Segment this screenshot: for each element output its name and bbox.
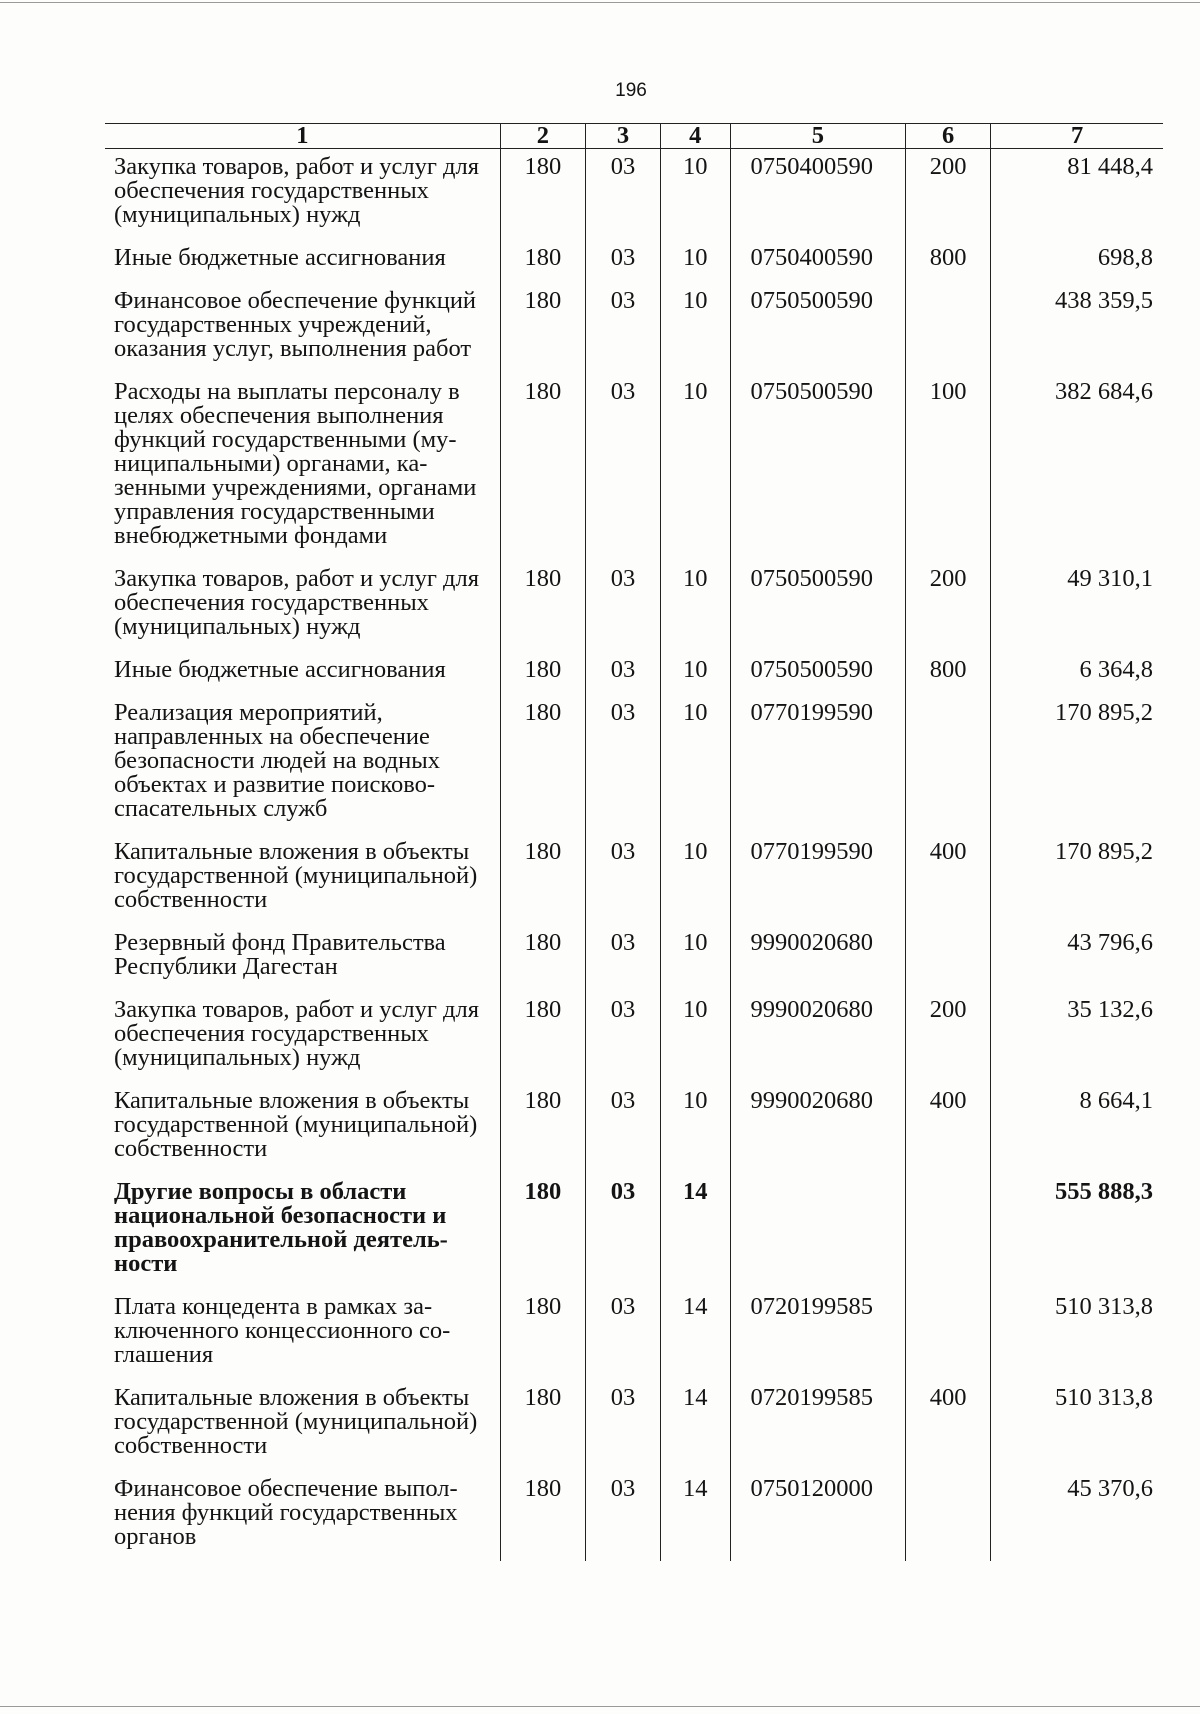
header-col-4: 4 — [660, 124, 730, 149]
cell-amount: 170 895,2 — [991, 695, 1163, 834]
cell-expense-type: 800 — [906, 240, 991, 283]
cell-target-article: 0720199585 — [730, 1289, 906, 1380]
cell-section-code: 03 — [585, 652, 660, 695]
cell-subsection-code: 10 — [660, 925, 730, 992]
cell-ministry-code: 180 — [500, 1174, 585, 1289]
table-row — [105, 992, 1163, 1083]
table-body — [105, 149, 1163, 1562]
header-col-7: 7 — [991, 124, 1163, 149]
cell-expense-type — [906, 695, 991, 834]
cell-item-name: Капитальные вложения в объекты государственной (муниципальной) собственности — [114, 1384, 478, 1459]
cell-section-code: 03 — [585, 925, 660, 992]
cell-expense-type: 200 — [906, 561, 991, 652]
cell-ministry-code: 180 — [500, 1471, 585, 1561]
cell-amount: 698,8 — [991, 240, 1163, 283]
cell-target-article: 0750120000 — [730, 1471, 906, 1561]
header-row — [105, 124, 1163, 149]
table-row — [105, 834, 1163, 925]
cell-ministry-code: 180 — [500, 283, 585, 374]
header-col-2: 2 — [500, 124, 585, 149]
table-row — [105, 561, 1163, 652]
cell-target-article — [730, 1174, 906, 1289]
cell-item-name: Другие вопросы в области национальной безопасности и правоохранительной деятельности — [114, 1178, 448, 1277]
table-row — [105, 925, 1163, 992]
cell-amount: 438 359,5 — [991, 283, 1163, 374]
cell-section-code: 03 — [585, 1471, 660, 1561]
cell-section-code: 03 — [585, 561, 660, 652]
table-row — [105, 374, 1163, 561]
cell-target-article: 0750500590 — [730, 374, 906, 561]
cell-item-name: Иные бюджетные ассигнования — [114, 656, 446, 683]
cell-subsection-code: 10 — [660, 561, 730, 652]
cell-subsection-code: 10 — [660, 992, 730, 1083]
cell-target-article: 0770199590 — [730, 695, 906, 834]
cell-section-code: 03 — [585, 240, 660, 283]
cell-target-article: 0770199590 — [730, 834, 906, 925]
scan-bottom-edge — [0, 1706, 1200, 1707]
cell-subsection-code: 10 — [660, 283, 730, 374]
cell-subsection-code: 10 — [660, 240, 730, 283]
cell-ministry-code: 180 — [500, 1083, 585, 1174]
cell-section-code: 03 — [585, 1380, 660, 1471]
cell-item-name: Капитальные вложения в объекты государственной (муниципальной) собственности — [114, 838, 478, 913]
cell-ministry-code: 180 — [500, 149, 585, 241]
cell-item-name: Финансовое обеспечение выполнения функций государственных органов — [114, 1475, 458, 1550]
table-row — [105, 283, 1163, 374]
cell-subsection-code: 14 — [660, 1174, 730, 1289]
cell-item-name: Расходы на выплаты персоналу в целях обеспечения выполнения функций государственными (муниципальными) органами, казенными учреждениями, органами управления государственными внебюджетными фондами — [114, 378, 477, 549]
cell-item-name: Иные бюджетные ассигнования — [114, 244, 446, 271]
cell-subsection-code: 10 — [660, 652, 730, 695]
cell-expense-type: 200 — [906, 149, 991, 241]
cell-target-article: 0720199585 — [730, 1380, 906, 1471]
cell-expense-type: 400 — [906, 1083, 991, 1174]
scan-top-edge — [0, 2, 1200, 3]
cell-expense-type: 100 — [906, 374, 991, 561]
cell-ministry-code: 180 — [500, 652, 585, 695]
cell-section-code: 03 — [585, 374, 660, 561]
table-row — [105, 1471, 1163, 1561]
cell-target-article: 0750400590 — [730, 240, 906, 283]
table-row — [105, 1083, 1163, 1174]
table-row — [105, 1289, 1163, 1380]
cell-amount: 8 664,1 — [991, 1083, 1163, 1174]
cell-subsection-code: 14 — [660, 1471, 730, 1561]
cell-section-code: 03 — [585, 149, 660, 241]
cell-amount: 35 132,6 — [991, 992, 1163, 1083]
page-number: 196 — [615, 80, 647, 101]
cell-expense-type — [906, 1289, 991, 1380]
cell-ministry-code: 180 — [500, 834, 585, 925]
cell-target-article: 9990020680 — [730, 925, 906, 992]
cell-expense-type — [906, 1471, 991, 1561]
cell-item-name: Финансовое обеспечение функций государственных учреждений, оказания услуг, выполнения работ — [114, 287, 477, 362]
cell-amount: 6 364,8 — [991, 652, 1163, 695]
cell-subsection-code: 14 — [660, 1289, 730, 1380]
cell-amount: 510 313,8 — [991, 1380, 1163, 1471]
cell-subsection-code: 10 — [660, 1083, 730, 1174]
cell-ministry-code: 180 — [500, 374, 585, 561]
cell-target-article: 0750500590 — [730, 652, 906, 695]
cell-section-code: 03 — [585, 992, 660, 1083]
cell-target-article: 0750500590 — [730, 283, 906, 374]
table-row — [105, 240, 1163, 283]
cell-subsection-code: 10 — [660, 834, 730, 925]
cell-target-article: 9990020680 — [730, 1083, 906, 1174]
cell-section-code: 03 — [585, 1174, 660, 1289]
cell-item-name: Капитальные вложения в объекты государственной (муниципальной) собственности — [114, 1087, 478, 1162]
cell-amount: 45 370,6 — [991, 1471, 1163, 1561]
cell-item-name: Закупка товаров, работ и услуг для обеспечения государственных (муниципальных) нужд — [114, 153, 479, 228]
cell-subsection-code: 10 — [660, 695, 730, 834]
cell-item-name: Плата концедента в рамках заключенного концессионного соглашения — [114, 1293, 451, 1368]
cell-subsection-code: 14 — [660, 1380, 730, 1471]
cell-item-name: Закупка товаров, работ и услуг для обеспечения государственных (муниципальных) нужд — [114, 996, 479, 1071]
budget-table — [105, 123, 1163, 1561]
cell-target-article: 0750500590 — [730, 561, 906, 652]
cell-item-name: Реализация мероприятий, направленных на обеспечение безопасности людей на водных объектах и развитие поисково-спасательных служб — [114, 699, 440, 822]
cell-section-code: 03 — [585, 1289, 660, 1380]
header-col-6: 6 — [906, 124, 991, 149]
cell-section-code: 03 — [585, 695, 660, 834]
table-row — [105, 1380, 1163, 1471]
cell-expense-type: 800 — [906, 652, 991, 695]
cell-section-code: 03 — [585, 834, 660, 925]
cell-ministry-code: 180 — [500, 240, 585, 283]
cell-subsection-code: 10 — [660, 149, 730, 241]
cell-expense-type: 400 — [906, 834, 991, 925]
cell-expense-type: 200 — [906, 992, 991, 1083]
cell-amount: 170 895,2 — [991, 834, 1163, 925]
cell-ministry-code: 180 — [500, 561, 585, 652]
cell-expense-type — [906, 925, 991, 992]
cell-item-name: Резервный фонд Правительства Республики Дагестан — [114, 929, 446, 980]
cell-ministry-code: 180 — [500, 695, 585, 834]
cell-item-name: Закупка товаров, работ и услуг для обеспечения государственных (муниципальных) нужд — [114, 565, 479, 640]
cell-expense-type — [906, 283, 991, 374]
table-row — [105, 695, 1163, 834]
cell-ministry-code: 180 — [500, 1289, 585, 1380]
header-col-3: 3 — [585, 124, 660, 149]
cell-ministry-code: 180 — [500, 1380, 585, 1471]
cell-amount: 555 888,3 — [991, 1174, 1163, 1289]
cell-subsection-code: 10 — [660, 374, 730, 561]
cell-amount: 81 448,4 — [991, 149, 1163, 241]
cell-amount: 510 313,8 — [991, 1289, 1163, 1380]
header-col-5: 5 — [730, 124, 906, 149]
table-row — [105, 1174, 1163, 1289]
table-row — [105, 652, 1163, 695]
cell-amount: 49 310,1 — [991, 561, 1163, 652]
cell-section-code: 03 — [585, 283, 660, 374]
cell-expense-type — [906, 1174, 991, 1289]
table-row — [105, 149, 1163, 241]
cell-target-article: 0750400590 — [730, 149, 906, 241]
header-col-1: 1 — [105, 124, 500, 149]
cell-target-article: 9990020680 — [730, 992, 906, 1083]
cell-section-code: 03 — [585, 1083, 660, 1174]
cell-expense-type: 400 — [906, 1380, 991, 1471]
cell-ministry-code: 180 — [500, 992, 585, 1083]
cell-ministry-code: 180 — [500, 925, 585, 992]
cell-amount: 382 684,6 — [991, 374, 1163, 561]
cell-amount: 43 796,6 — [991, 925, 1163, 992]
